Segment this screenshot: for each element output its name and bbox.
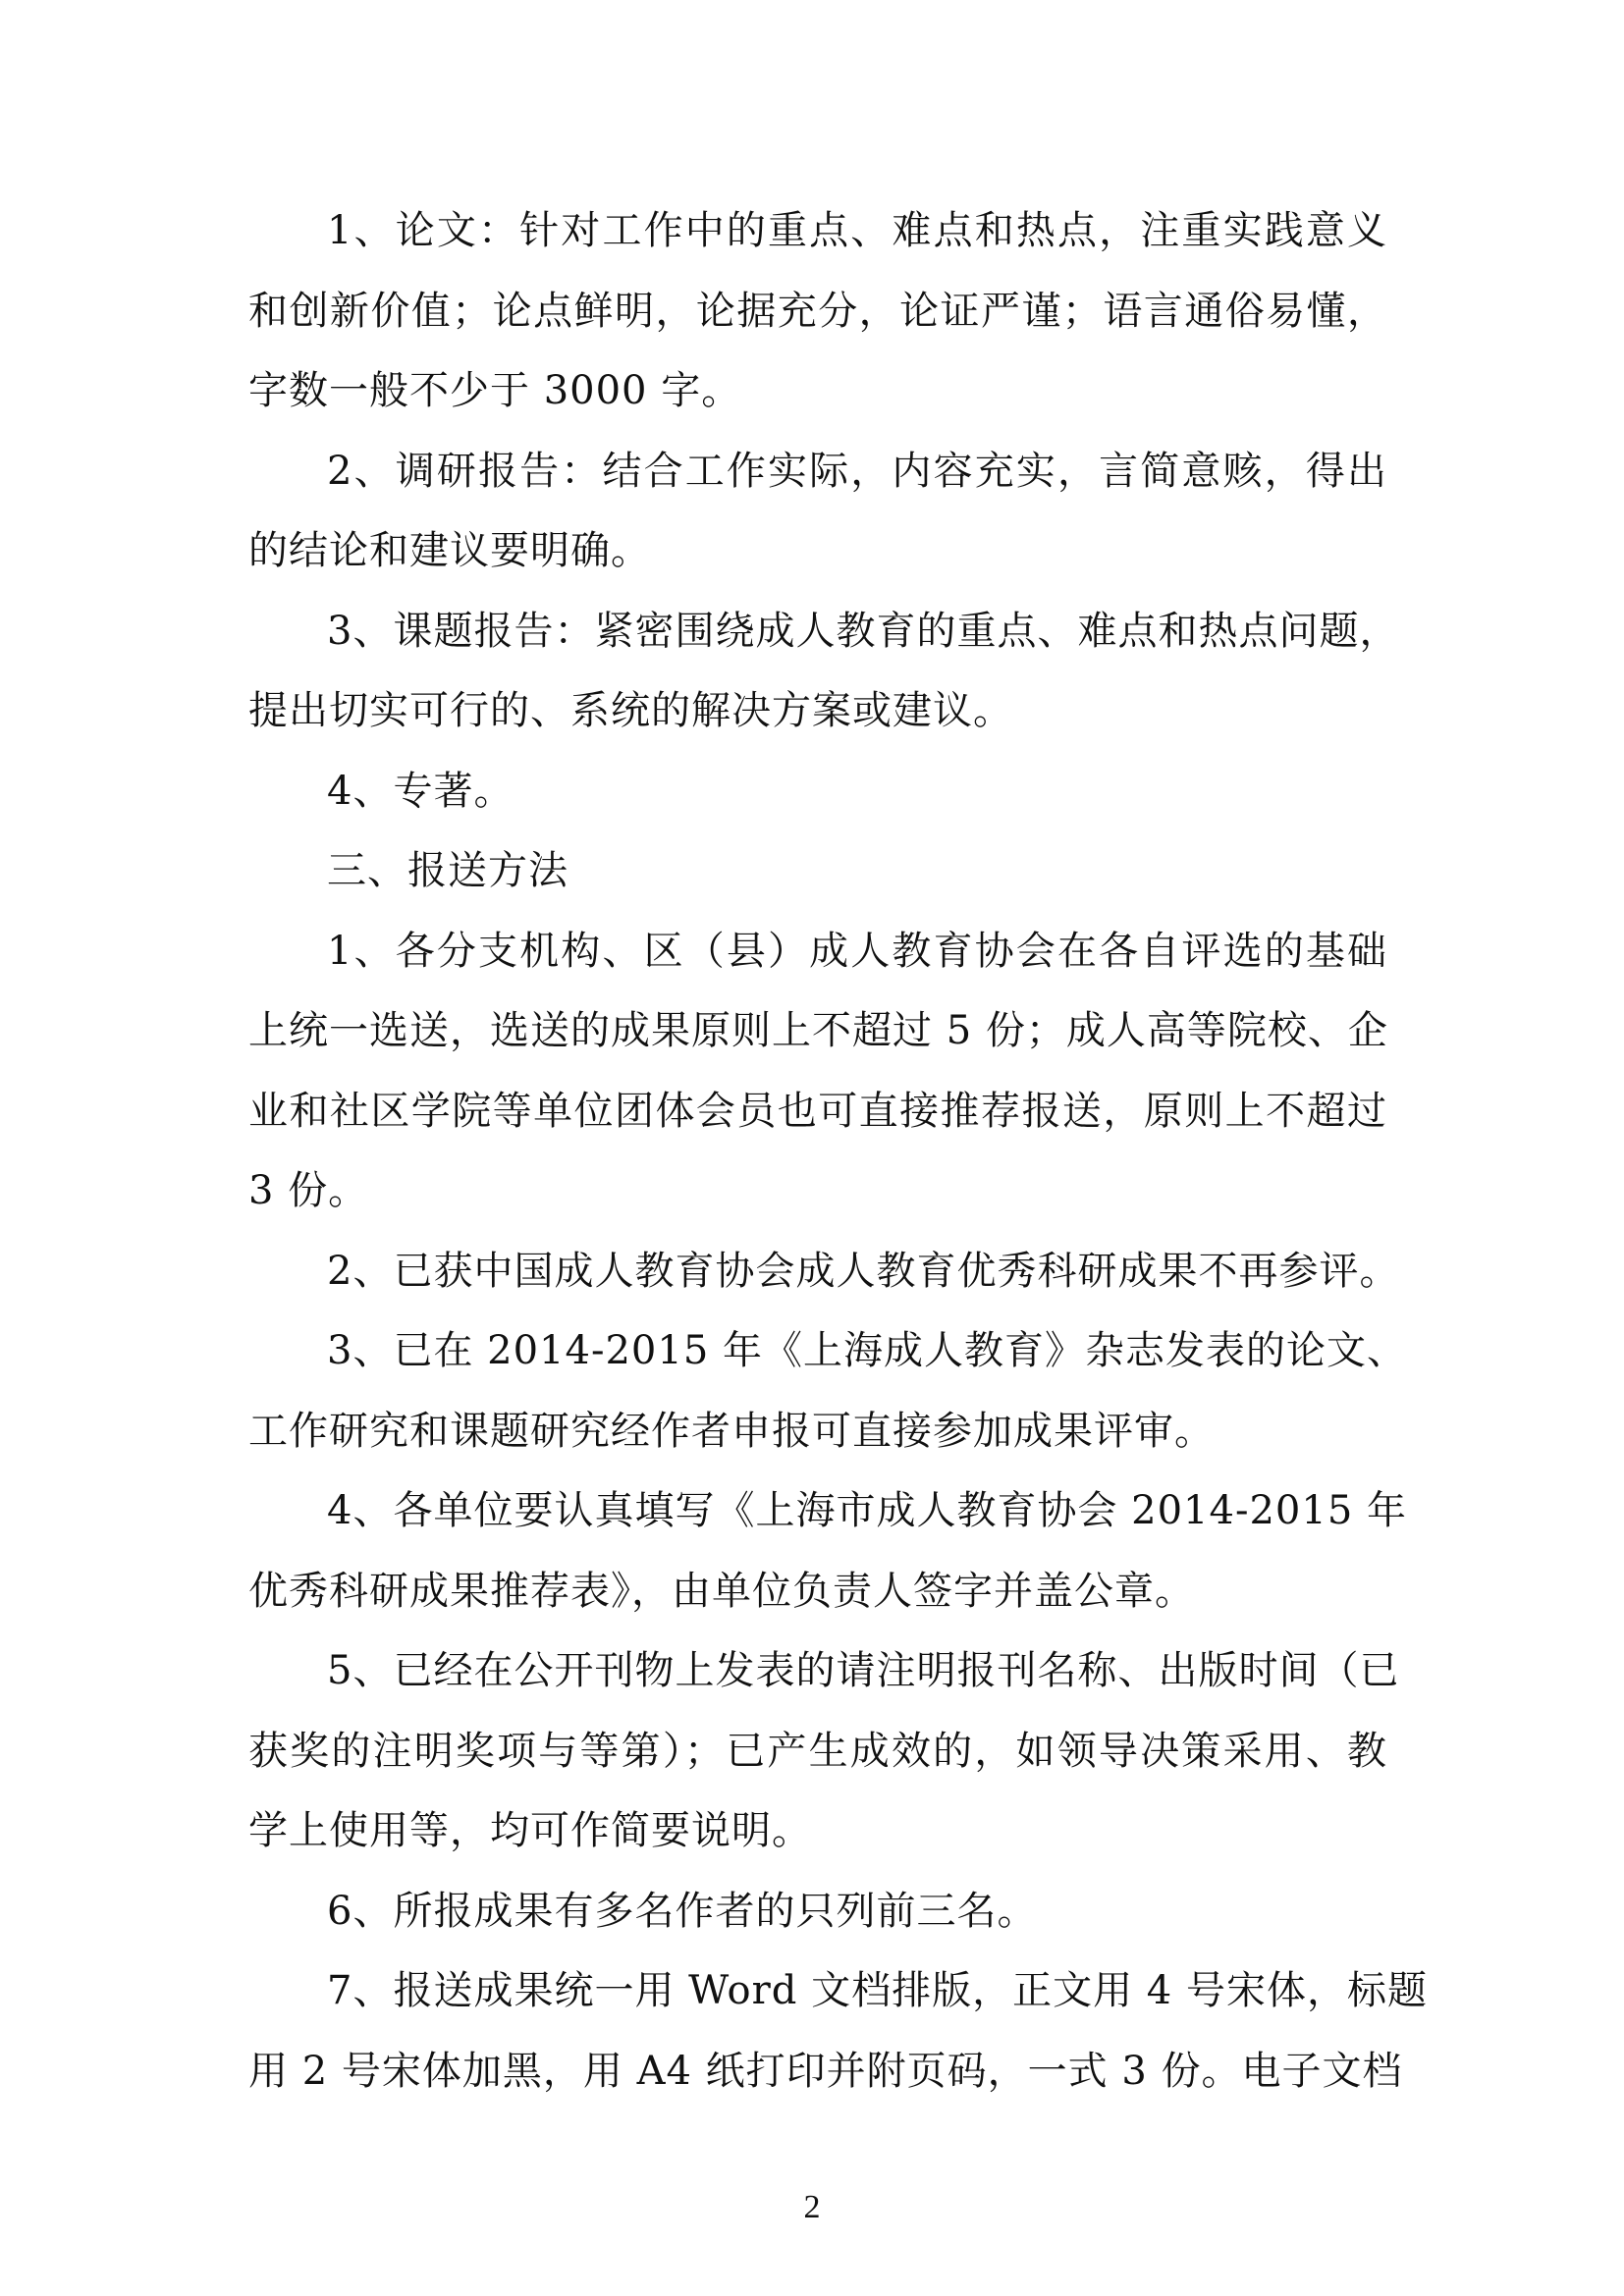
text-line: 三、报送方法 [327,848,568,893]
text-line: 获奖的注明奖项与等第）；已产生成效的，如领导决策采用、教 [248,1728,1387,1774]
text-line: 学上使用等，均可作简要说明。 [248,1808,812,1853]
text-line: 3、课题报告：紧密围绕成人教育的重点、难点和热点问题， [327,608,1400,654]
text-line: 6、所报成果有多名作者的只列前三名。 [327,1888,1038,1934]
text-line: 1、各分支机构、区（县）成人教育协会在各自评选的基础 [327,928,1387,974]
text-line: 业和社区学院等单位团体会员也可直接推荐报送，原则上不超过 [248,1088,1387,1134]
text-line: 4、专著。 [327,768,514,814]
paragraph [248,912,1387,1232]
text-line: 字数一般不少于 3000 字。 [248,368,742,413]
text-line: 提出切实可行的、系统的解决方案或建议。 [248,688,1013,733]
paragraph [248,191,1387,432]
paragraph [248,432,1387,592]
text-line: 5、已经在公开刊物上发表的请注明报刊名称、出版时间（已 [327,1648,1400,1693]
text-line: 2、已获中国成人教育协会成人教育优秀科研成果不再参评。 [327,1248,1400,1294]
text-line: 和创新价值；论点鲜明，论据充分，论证严谨；语言通俗易懂， [248,288,1387,334]
paragraph [248,752,1387,832]
text-line: 上统一选送，选送的成果原则上不超过 5 份；成人高等院校、企 [248,1008,1388,1053]
text-line: 3、已在 2014-2015 年《上海成人教育》杂志发表的论文、 [327,1328,1407,1373]
paragraph [248,1232,1400,1312]
text-line: 2、调研报告：结合工作实际，内容充实，言简意赅，得出 [327,448,1387,494]
text-line: 用 2 号宋体加黑，用 A4 纸打印并附页码，一式 3 份。电子文档 [248,2048,1403,2094]
paragraph [248,1872,1387,1952]
text-line: 7、报送成果统一用 Word 文档排版，正文用 4 号宋体，标题 [327,1968,1428,2013]
text-line: 1、论文：针对工作中的重点、难点和热点，注重实践意义 [327,208,1387,253]
paragraph [248,1631,1400,1872]
paragraph [248,592,1400,752]
section-heading [248,831,1387,912]
paragraph [248,1471,1407,1631]
paragraph [248,1311,1407,1471]
text-line: 4、各单位要认真填写《上海市成人教育协会 2014-2015 年 [327,1488,1407,1533]
document-body [248,191,1428,2111]
text-line: 3 份。 [248,1168,369,1213]
page-number: 2 [803,2189,821,2225]
paragraph [248,1951,1428,2111]
text-line: 优秀科研成果推荐表》，由单位负责人签字并盖公章。 [248,1568,1195,1614]
text-line: 工作研究和课题研究经作者申报可直接参加成果评审。 [248,1408,1215,1454]
text-line: 的结论和建议要明确。 [248,528,651,573]
